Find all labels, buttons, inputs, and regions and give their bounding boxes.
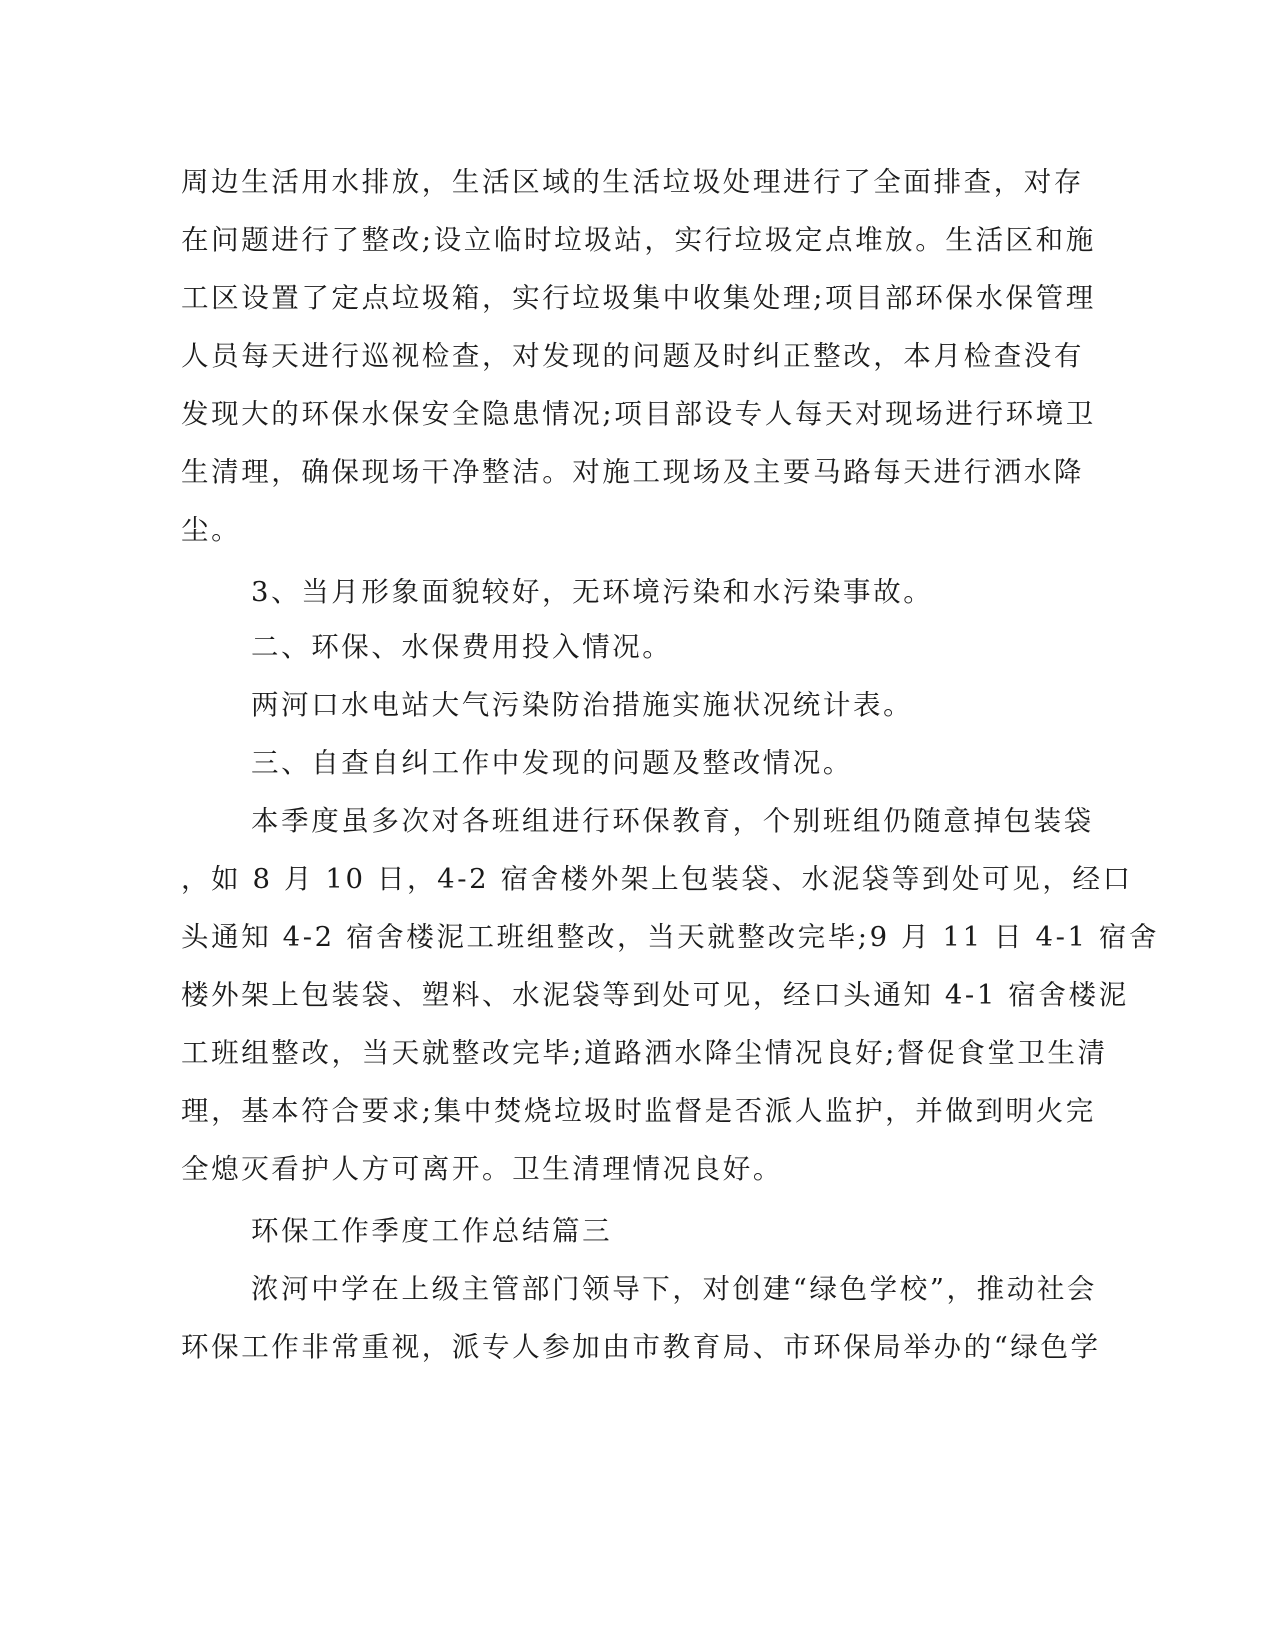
body-text-line: 发现大的环保水保安全隐患情况;项目部设专人每天对现场进行环境卫: [181, 398, 1096, 430]
paragraph-first-line: 本季度虽多次对各班组进行环保教育，个别班组仍随意掉包装袋: [251, 805, 1094, 837]
list-item-3: 3、当月形象面貌较好，无环境污染和水污染事故。: [251, 576, 934, 608]
section-heading-3: 三、自查自纠工作中发现的问题及整改情况。: [251, 747, 853, 779]
body-text-line: 人员每天进行巡视检查，对发现的问题及时纠正整改，本月检查没有: [181, 340, 1084, 372]
article-title: 环保工作季度工作总结篇三: [251, 1215, 613, 1247]
section-heading-2: 二、环保、水保费用投入情况。: [251, 631, 673, 663]
table-reference-line: 两河口水电站大气污染防治措施实施状况统计表。: [251, 689, 914, 721]
body-text-line: 环保工作非常重视，派专人参加由市教育局、市环保局举办的“绿色学: [181, 1331, 1101, 1363]
body-text-line: 在问题进行了整改;设立临时垃圾站，实行垃圾定点堆放。生活区和施: [181, 224, 1096, 256]
body-text-line: 头通知 4-2 宿舍楼泥工班组整改，当天就整改完毕;9 月 11 日 4-1 宿舍: [181, 921, 1160, 953]
body-text-line: 尘。: [181, 514, 242, 546]
body-text-line: 全熄灭看护人方可离开。卫生清理情况良好。: [181, 1153, 783, 1185]
paragraph-first-line: 浓河中学在上级主管部门领导下，对创建“绿色学校”，推动社会: [251, 1273, 1098, 1305]
body-text-line: 理，基本符合要求;集中焚烧垃圾时监督是否派人监护，并做到明火完: [181, 1095, 1096, 1127]
body-text-line: 楼外架上包装袋、塑料、水泥袋等到处可见，经口头通知 4-1 宿舍楼泥: [181, 979, 1129, 1011]
body-text-line: 工班组整改，当天就整改完毕;道路洒水降尘情况良好;督促食堂卫生清: [181, 1037, 1108, 1069]
body-text-line: 工区设置了定点垃圾箱，实行垃圾集中收集处理;项目部环保水保管理: [181, 282, 1096, 314]
body-text-line: ，如 8 月 10 日，4-2 宿舍楼外架上包装袋、水泥袋等到处可见，经口: [181, 863, 1133, 895]
body-text-line: 周边生活用水排放，生活区域的生活垃圾处理进行了全面排查，对存: [181, 166, 1084, 198]
body-text-line: 生清理，确保现场干净整洁。对施工现场及主要马路每天进行洒水降: [181, 456, 1084, 488]
